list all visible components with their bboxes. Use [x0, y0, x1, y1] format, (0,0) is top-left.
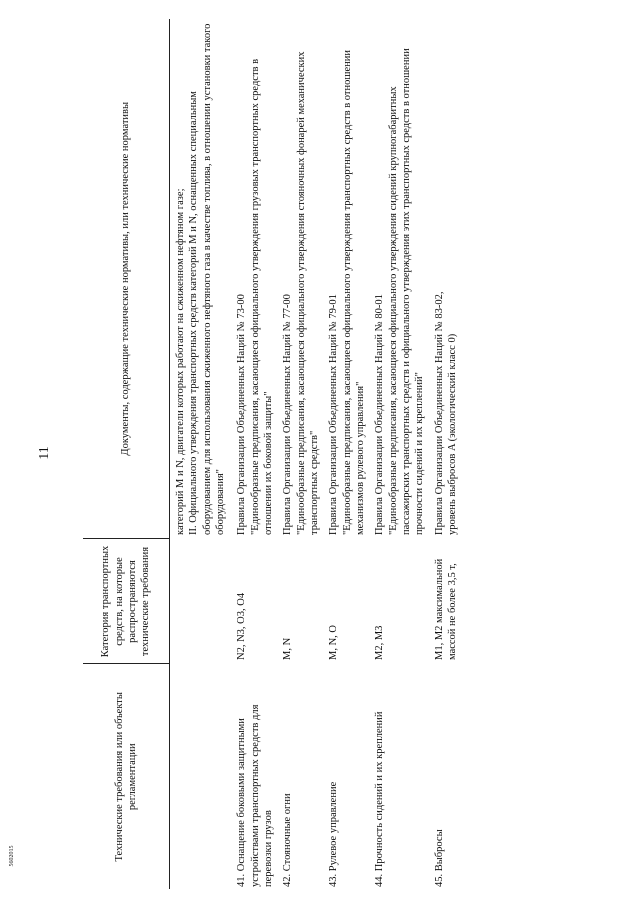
cell-requirement: 45. Выбросы — [433, 829, 445, 887]
document-title: Правила Организации Объединенных Наций № 83-02, — [433, 291, 445, 535]
document-id: 5602015 — [9, 845, 15, 867]
cell-documents — [235, 19, 281, 539]
header-documents: Документы, содержащие технические нормативы, или технические нормативы — [83, 19, 170, 539]
cell-requirement: 41. Оснащение боковыми защитными устройствами транспортных средств для перевозки грузов — [236, 704, 274, 887]
cell-documents — [373, 19, 432, 539]
cell-documents — [327, 19, 373, 539]
document-title: Правила Организации Объединенных Наций № 79-01 — [328, 294, 340, 535]
page-number: 11 — [37, 446, 52, 460]
document-text: уровень выбросов A (экологический класс 0) — [446, 333, 458, 535]
document-text: "Единообразные предписания, касающиеся официального утверждения сидений крупногабаритных пассажирских транспортных средств и официального утверждения этих транспортных средств в отношении прочности сидений и их креплений" — [387, 48, 426, 535]
table-row-continuation — [170, 19, 236, 889]
table-row — [327, 19, 373, 889]
regulation-table — [83, 19, 465, 889]
cell-documents-continuation — [170, 19, 236, 539]
cell-category: M1, M2 максимальной массой не более 3,5 т, — [433, 558, 458, 660]
cell-requirement: 43. Рулевое управление — [328, 781, 340, 887]
cell-documents — [281, 19, 327, 539]
cell-requirement: 42. Стояночные огни — [282, 793, 294, 887]
document-text: "Единообразные предписания, касающиеся официального утверждения транспортных средств в отношении механизмов рулевого управления" — [341, 50, 366, 535]
cell-requirement: 44. Прочность сидений и их креплений — [374, 711, 386, 887]
rotated-table-area — [83, 19, 548, 889]
table-header — [83, 19, 170, 889]
document-text: "Единообразные предписания, касающиеся официального утверждения грузовых транспортных средств в отношении их боковой защиты" — [249, 58, 274, 535]
document-title: Правила Организации Объединенных Наций № 77-00 — [282, 294, 294, 535]
cell-requirement-empty — [170, 664, 236, 889]
cell-category-empty — [170, 539, 236, 664]
cell-category: N2, N3, O3, O4 — [236, 592, 248, 660]
cell-category: M, N — [282, 637, 294, 660]
document-text: "Единообразные предписания, касающиеся официального утверждения стояночных фонарей механических транспортных средств" — [295, 51, 320, 535]
cell-category: M, N, O — [328, 624, 340, 660]
continuation-line: II. Официального утверждения транспортных средств категорий M и N, оснащенных специальным оборудованием для использования сжиженного нефтяного газа в качестве топлива, в отношении установки такого оборудования" — [188, 23, 226, 535]
continuation-line: категорий M и N, двигатели которых работают на сжиженном нефтяном газе; — [175, 188, 186, 535]
cell-documents — [433, 19, 466, 539]
header-vehicle-category: Категория транспортных средств, на которые распространяются технические требования — [83, 539, 170, 664]
header-requirements: Технические требования или объекты регламентации — [83, 664, 170, 889]
table-row — [281, 19, 327, 889]
table-row — [373, 19, 432, 889]
document-title: Правила Организации Объединенных Наций № 80-01 — [374, 294, 386, 535]
cell-category: M2, M3 — [374, 625, 386, 660]
document-title: Правила Организации Объединенных Наций № 73-00 — [236, 294, 248, 535]
table-row — [235, 19, 281, 889]
table-row — [433, 19, 466, 889]
